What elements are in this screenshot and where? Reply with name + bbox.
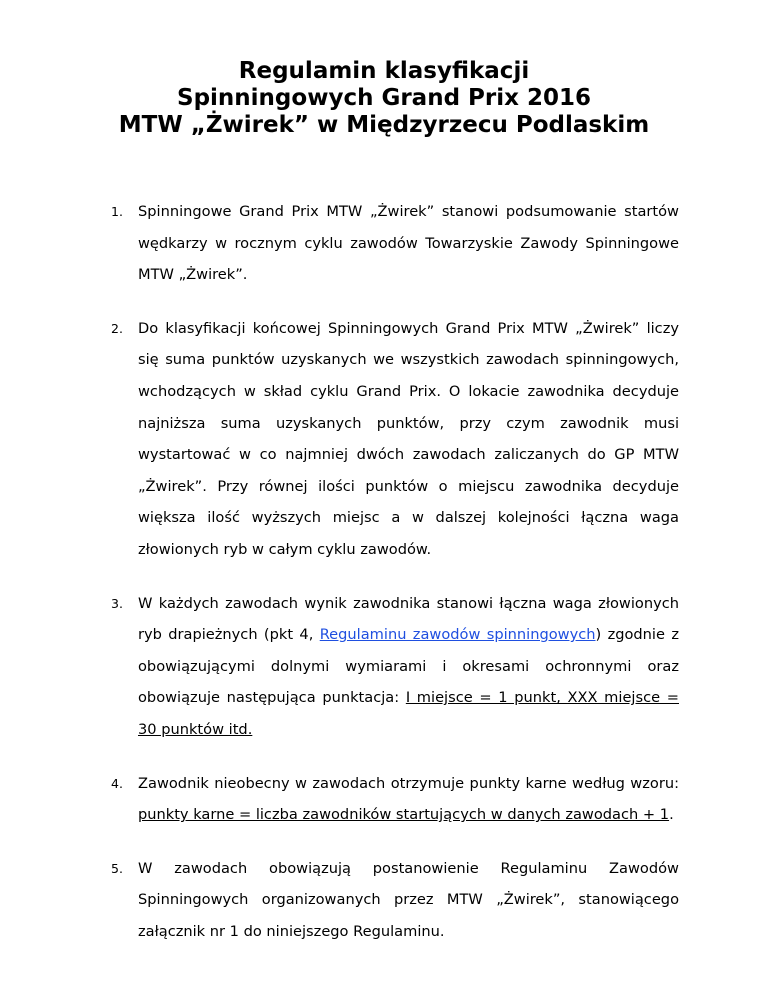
item-text-end: . — [669, 806, 674, 824]
item-text: Spinningowe Grand Prix MTW „Żwirek” stanowi podsumowanie startów wędkarzy w rocznym cyklu zawodów Towarzyskie Zawody Spinningowe MTW „Żwirek”. — [138, 203, 679, 284]
item-number: 4. — [111, 775, 123, 791]
item-text: Do klasyfikacji końcowej Spinningowych Grand Prix MTW „Żwirek” liczy się suma punktów uzyskanych we wszystkich zawodach spinningowych, wchodzących w skład cyklu Grand Prix. O lokacie zawodnika decyduje najniższa suma uzyskanych punktów, przy czym zawodnik musi wystartować w co najmniej dwóch zawodach zaliczanych do GP MTW „Żwirek”. Przy równej ilości punktów o miejscu zawodnika decyduje większa ilość wyższych miejsc a w dalszej kolejności łączna waga złowionych ryb w całym cyklu zawodów. — [138, 319, 679, 558]
scoring-rule-text: I miejsce = 1 punkt, XXX miejsce = 30 punktów itd. — [138, 689, 679, 738]
item-text: Zawodnik nieobecny w zawodach otrzymuje punkty karne według wzoru: — [138, 774, 679, 792]
title-line-1: Regulamin klasyfikacji — [238, 58, 530, 84]
item-number: 1. — [111, 204, 123, 219]
list-item — [0, 768, 679, 831]
document-title — [0, 58, 768, 139]
title-line-2: Spinningowych Grand Prix 2016 — [177, 85, 591, 111]
penalty-formula-text: punkty karne = liczba zawodników startujących w danych zawodach + 1 — [138, 806, 670, 824]
list-item — [0, 588, 679, 746]
regulations-link[interactable]: Regulaminu zawodów spinningowych — [319, 626, 596, 644]
list-item — [0, 196, 679, 291]
title-line-3: MTW „Żwirek” w Międzyrzecu Podlaskim — [118, 112, 650, 138]
item-number: 5. — [111, 860, 123, 876]
item-number: 2. — [111, 320, 123, 336]
list-item — [0, 313, 679, 566]
item-number: 3. — [111, 595, 123, 611]
rules-list — [0, 196, 768, 969]
item-text: W zawodach obowiązują postanowienie Regulaminu Zawodów Spinningowych organizowanych przez MTW „Żwirek”, stanowiącego załącznik nr 1 do niniejszego Regulaminu. — [138, 859, 679, 940]
item-text-start: W każdych zawodach wynik zawodnika stanowi łączna waga złowionych ryb drapieżnych (pkt 4, — [138, 594, 679, 644]
list-item — [0, 853, 679, 948]
item-text-middle: ) zgodnie z obowiązującymi dolnymi wymiarami i okresami ochronnymi oraz obowiązuje następująca punktacja: — [138, 626, 679, 707]
